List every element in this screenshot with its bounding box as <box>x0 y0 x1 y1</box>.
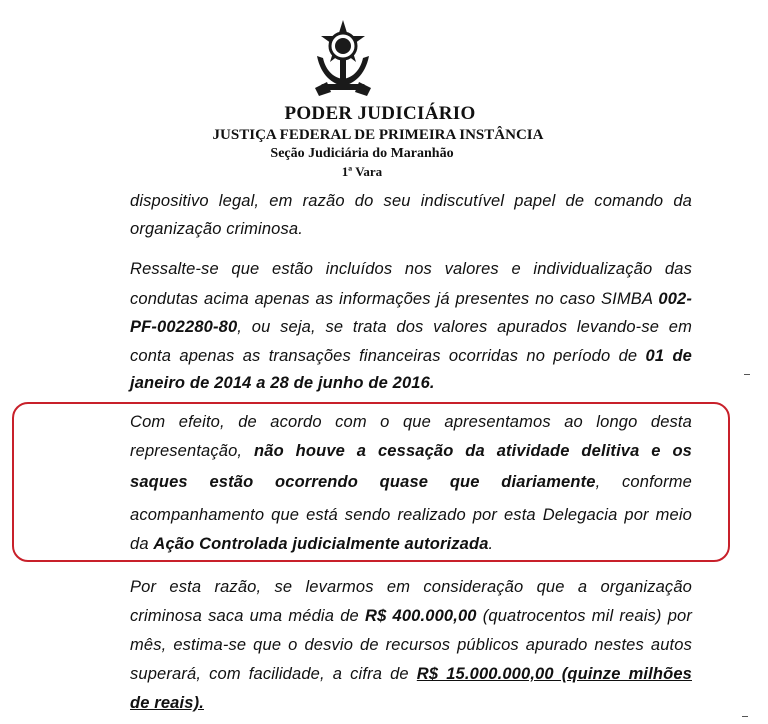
scan-speck <box>742 716 748 717</box>
header-vara: 1ª Vara <box>341 164 383 179</box>
p2-line-2-text: condutas acima apenas as informações já presentes no caso SIMBA <box>130 290 659 308</box>
p3-line-1: Com efeito, de acordo com o que apresentamos ao longo desta <box>130 413 692 431</box>
p3-line-4: acompanhamento que está sendo realizado por esta Delegacia por meio <box>130 506 692 524</box>
p3-period: . <box>488 535 494 553</box>
header-court: JUSTIÇA FEDERAL DE PRIMEIRA INSTÂNCIA <box>212 127 544 143</box>
p3-bold-3: Ação Controlada judicialmente autorizada <box>153 535 489 553</box>
p2-line-3 <box>130 317 692 337</box>
p2-line-4-text: conta apenas as transações financeiras ocorridas no período de <box>130 347 646 365</box>
p3-line-5-text: da <box>130 535 154 553</box>
simba-case-end: PF-002280-80 <box>130 318 238 336</box>
p2-line-2 <box>130 289 692 309</box>
p1-line-2: organização criminosa. <box>130 220 303 238</box>
p4-line-4 <box>130 664 692 684</box>
p4-line-2-text: criminosa saca uma média de <box>130 607 365 625</box>
p2-line-5 <box>130 373 692 393</box>
total-amount: R$ 15.000.000,00 (quinze milhões <box>416 665 692 683</box>
monthly-amount: R$ 400.000,00 <box>365 607 477 625</box>
p2-line-3-text: , ou seja, se trata dos valores apurados levando-se em <box>237 318 692 336</box>
p2-line-4 <box>130 346 692 366</box>
scan-speck <box>744 374 750 375</box>
p4-line-2-tail: (quatrocentos mil reais) por <box>476 607 693 625</box>
header-org: PODER JUDICIÁRIO <box>284 103 476 124</box>
p3-line-2-text: representação, <box>130 442 255 460</box>
p3-line-3 <box>130 472 692 492</box>
period-end: janeiro de 2014 a 28 de junho de 2016. <box>130 374 435 392</box>
p4-line-5 <box>130 693 692 713</box>
p3-line-3-text: , conforme <box>595 473 692 491</box>
p3-line-5 <box>130 534 692 554</box>
p4-line-1: Por esta razão, se levarmos em consideração que a organização <box>130 578 692 596</box>
p1-line-1: dispositivo legal, em razão do seu indiscutível papel de comando da <box>130 192 692 210</box>
p3-bold-2: saques estão ocorrendo quase que diariamente <box>130 473 596 491</box>
p2-line-1: Ressalte-se que estão incluídos nos valores e individualização das <box>130 260 692 278</box>
brasao-icon <box>311 18 375 98</box>
p4-line-2 <box>130 606 692 626</box>
p3-bold-1: não houve a cessação da atividade delitiva e os <box>254 442 693 460</box>
p4-line-3: mês, estima-se que o desvio de recursos públicos apurado nestes autos <box>130 636 692 654</box>
p4-line-4-text: superará, com facilidade, a cifra de <box>130 665 417 683</box>
total-amount-end: de reais). <box>130 694 204 712</box>
simba-case-start: 002- <box>658 290 692 308</box>
p3-line-2 <box>130 441 692 461</box>
header-section: Seção Judiciária do Maranhão <box>270 146 454 161</box>
period-start: 01 de <box>645 347 692 365</box>
